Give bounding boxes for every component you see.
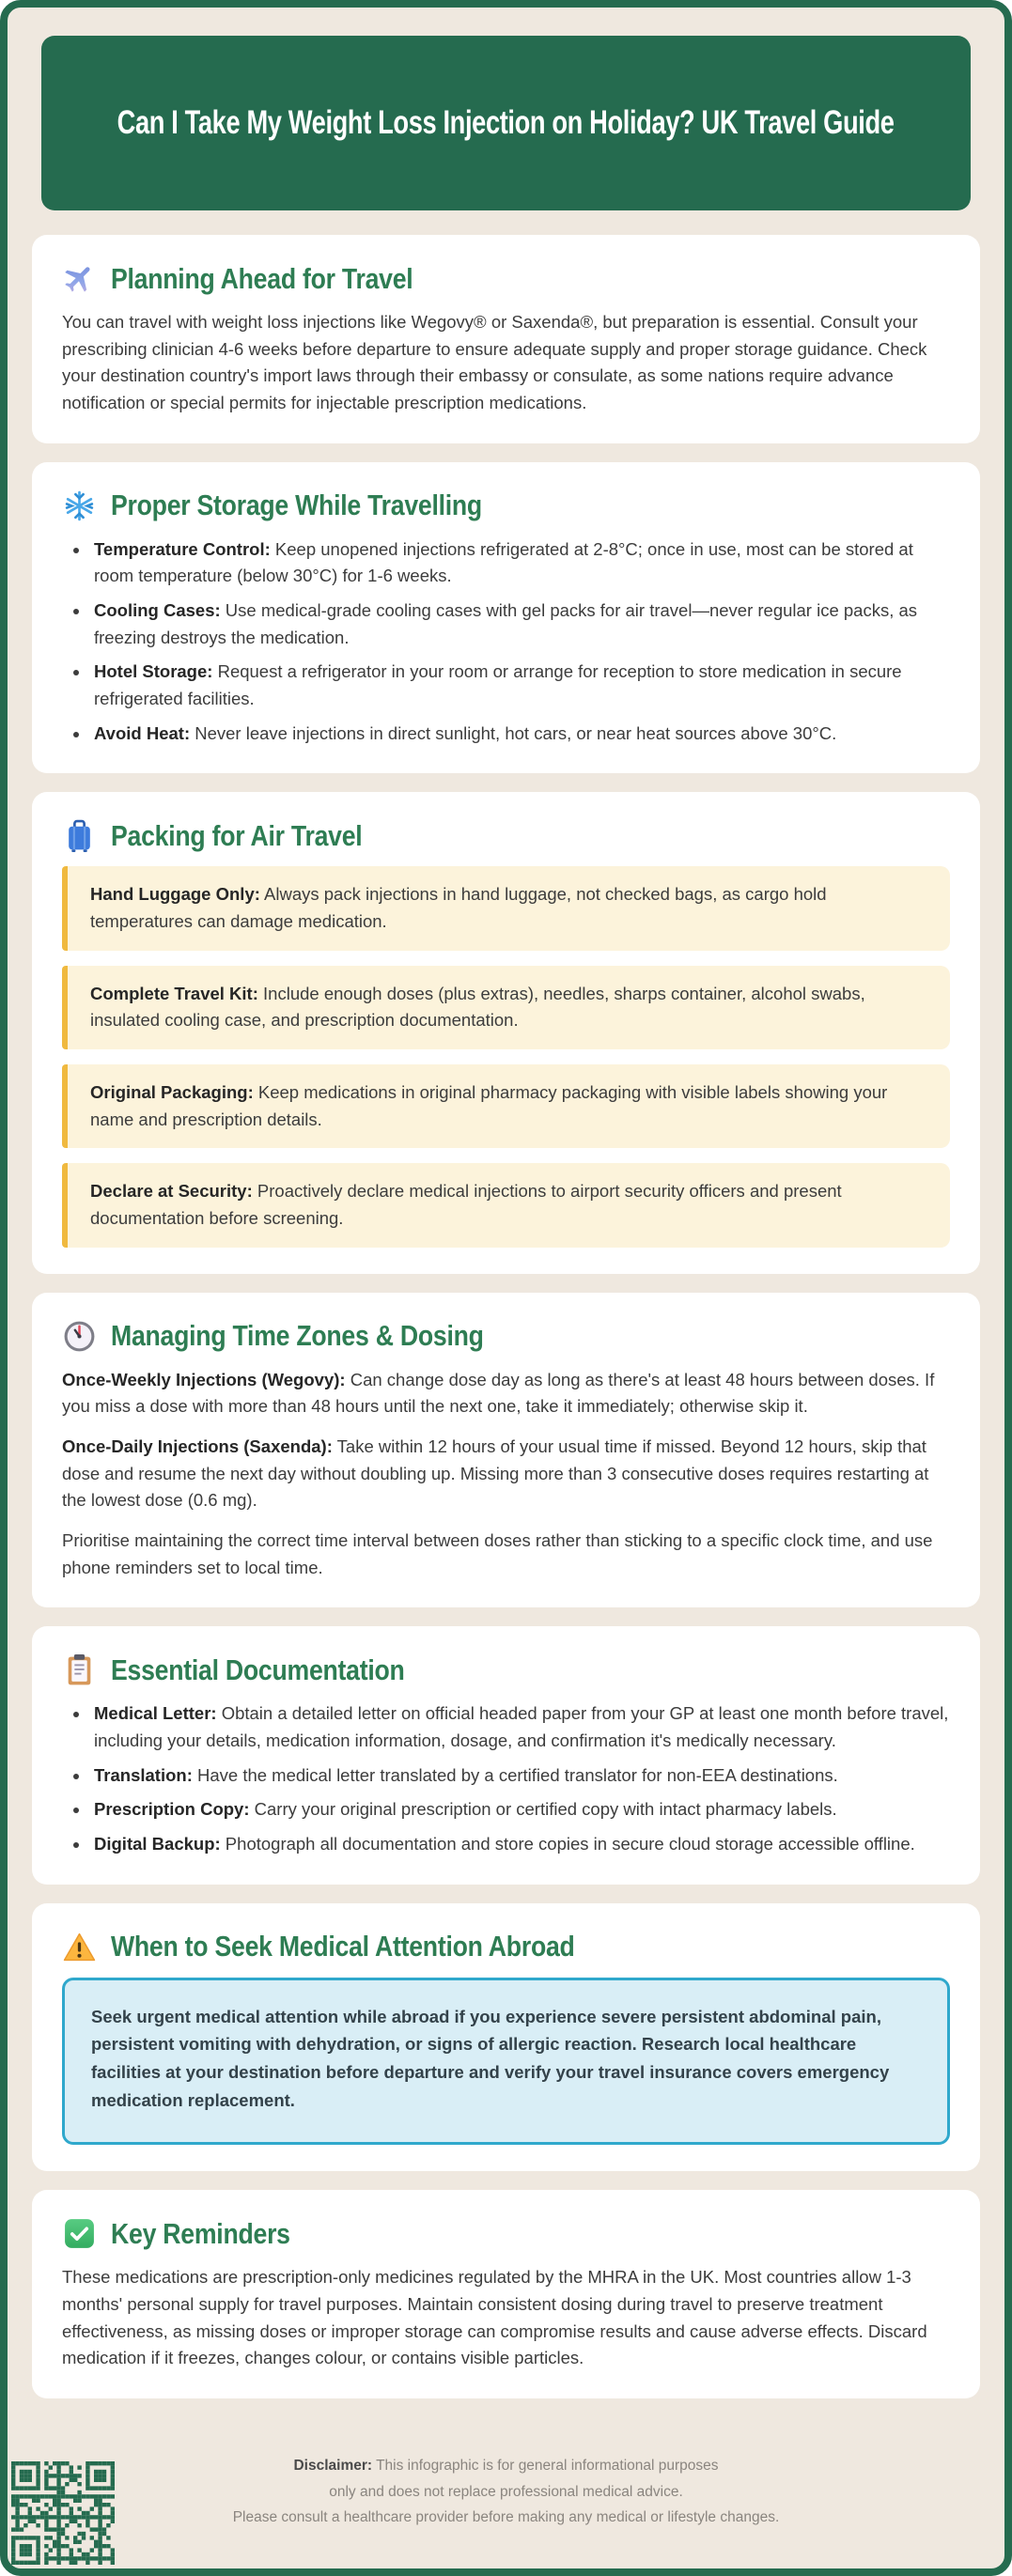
highlight-box: [62, 866, 950, 950]
disclaimer-label: Disclaimer:: [293, 2457, 373, 2474]
highlight-text: Declare at Security: Proactively declare medical injections to airport security officers and present documentation before screening.: [90, 1181, 842, 1229]
section-title: Planning Ahead for Travel: [111, 261, 413, 295]
section-heading-row: [62, 489, 950, 523]
section-medical-attention: [32, 1903, 980, 2171]
section-timezones: [32, 1293, 980, 1608]
header: [41, 36, 971, 210]
list-item-label: Prescription Copy:: [94, 1799, 250, 1820]
list-item-label: Avoid Heat:: [94, 722, 191, 743]
section-paragraph: Prioritise maintaining the correct time interval between doses rather than sticking to a specific clock time, and use phone reminders set to local time.: [62, 1530, 933, 1577]
section-heading-row: [62, 1930, 950, 1964]
luggage-icon: [62, 818, 97, 853]
section-title: Essential Documentation: [111, 1653, 405, 1686]
section-title: When to Seek Medical Attention Abroad: [111, 1930, 575, 1963]
section-planning: [32, 235, 980, 443]
highlight-box: [62, 1163, 950, 1247]
highlight-box: [62, 1064, 950, 1148]
section-heading-row: [62, 261, 950, 296]
list-item: • Hotel Storage: Request a refrigerator in your room or arrange for reception to store medication in secure refrigerated facilities.: [90, 659, 950, 712]
footer: [8, 2423, 1004, 2568]
disclaimer: [233, 2447, 780, 2545]
section-documentation: [32, 1626, 980, 1884]
highlight-text: Complete Travel Kit: Include enough doses (plus extras), needles, sharps container, alcohol swabs, insulated cooling case, and prescription documentation.: [90, 983, 865, 1031]
list-item-label: Digital Backup:: [94, 1834, 221, 1854]
list-item: • Temperature Control: Keep unopened injections refrigerated at 2-8°C; once in use, most can be stored at room temperature (below 30°C) for 1-6 weeks.: [90, 536, 950, 590]
clipboard-icon: [62, 1653, 97, 1687]
section-paragraph: Once-Daily Injections (Saxenda): Take within 12 hours of your usual time if missed. Beyond 12 hours, skip that dose and resume the next day without doubling up. Missing more than 3 consecutive doses requires restarting at the lowest dose (0.6 mg).: [62, 1436, 929, 1511]
lead-label: Complete Travel Kit:: [90, 983, 258, 1003]
list-item: • Prescription Copy: Carry your original prescription or certified copy with intact pharmacy labels.: [90, 1796, 950, 1823]
section-packing: [32, 792, 980, 1273]
alert-box: [62, 1978, 950, 2145]
highlight-box: [62, 966, 950, 1049]
lead-label: Declare at Security:: [90, 1181, 253, 1202]
section-paragraph: Once-Weekly Injections (Wegovy): Can change dose day as long as there's at least 48 hours between doses. If you miss a dose with more than 48 hours until the next one, take it immediately; otherwise skip it.: [62, 1369, 935, 1417]
section-title: Managing Time Zones & Dosing: [111, 1319, 484, 1353]
section-heading-row: [62, 1319, 950, 1354]
list-item-label: Hotel Storage:: [94, 661, 213, 682]
snowflake-icon: [62, 489, 97, 523]
bullet-list: [62, 536, 950, 748]
section-storage: [32, 462, 980, 774]
lead-label: Once-Weekly Injections (Wegovy):: [62, 1369, 346, 1389]
list-item-label: Cooling Cases:: [94, 600, 221, 621]
main-content: [32, 210, 980, 2398]
section-heading-row: [62, 1653, 950, 1687]
list-item: • Avoid Heat: Never leave injections in direct sunlight, hot cars, or near heat sources above 30°C.: [90, 721, 950, 748]
list-item-label: Medical Letter:: [94, 1703, 217, 1724]
list-item-label: Translation:: [94, 1764, 193, 1785]
page-title: Can I Take My Weight Loss Injection on Holiday? UK Travel Guide: [117, 104, 895, 141]
disclaimer-line: Please consult a healthcare provider before making any medical or lifestyle changes.: [232, 2509, 780, 2526]
section-title: Packing for Air Travel: [111, 818, 363, 852]
section-heading-row: [62, 818, 950, 853]
lead-label: Once-Daily Injections (Saxenda):: [62, 1436, 333, 1457]
qr-code: [11, 2461, 115, 2565]
bullet-list: [62, 1700, 950, 1857]
lead-label: Original Packaging:: [90, 1082, 254, 1103]
list-item: • Translation: Have the medical letter translated by a certified translator for non-EEA destinations.: [90, 1762, 950, 1790]
section-title: Key Reminders: [111, 2216, 290, 2250]
disclaimer-line: Disclaimer: This infographic is for general informational purposes: [293, 2457, 719, 2474]
highlight-text: Hand Luggage Only: Always pack injections in hand luggage, not checked bags, as cargo hold temperatures can damage medication.: [90, 884, 827, 932]
list-item: • Digital Backup: Photograph all documentation and store copies in secure cloud storage accessible offline.: [90, 1831, 950, 1858]
list-item-label: Temperature Control:: [94, 538, 271, 559]
highlight-text: Original Packaging: Keep medications in original pharmacy packaging with visible labels showing your name and prescription details.: [90, 1082, 888, 1129]
check-icon: [62, 2216, 97, 2251]
section-paragraph: You can travel with weight loss injections like Wegovy® or Saxenda®, but preparation is essential. Consult your prescribing clinician 4-6 weeks before departure to ensure adequate supply and proper storage guidance. Check your destination country's import laws through their embassy or consulate, as some nations require advance notification or special permits for injectable prescription medications.: [62, 312, 927, 413]
plane-icon: [62, 261, 97, 296]
clock-icon: [62, 1319, 97, 1354]
list-item: • Cooling Cases: Use medical-grade cooling cases with gel packs for air travel—never regular ice packs, as freezing destroys the medication.: [90, 597, 950, 651]
section-heading-row: [62, 2216, 950, 2251]
list-item: • Medical Letter: Obtain a detailed letter on official headed paper from your GP at least one month before travel, including your details, medication information, dosage, and confirmation it's medically necessary.: [90, 1700, 950, 1754]
section-reminders: [32, 2190, 980, 2398]
warning-icon: [62, 1930, 97, 1964]
section-title: Proper Storage While Travelling: [111, 489, 482, 522]
disclaimer-line: only and does not replace professional medical advice.: [329, 2483, 683, 2500]
alert-text: Seek urgent medical attention while abroad if you experience severe persistent abdominal pain, persistent vomiting with dehydration, or signs of allergic reaction. Research local healthcare facilities at your destination before departure and verify your travel insurance covers emergency medication replacement.: [91, 2006, 890, 2110]
section-paragraph: These medications are prescription-only medicines regulated by the MHRA in the UK. Most countries allow 1-3 months' personal supply for travel purposes. Maintain consistent dosing during travel to preserve treatment effectiveness, as missing doses or improper storage can compromise results and cause adverse effects. Discard medication if it freezes, changes colour, or contains visible particles.: [62, 2267, 927, 2368]
lead-label: Hand Luggage Only:: [90, 884, 260, 905]
